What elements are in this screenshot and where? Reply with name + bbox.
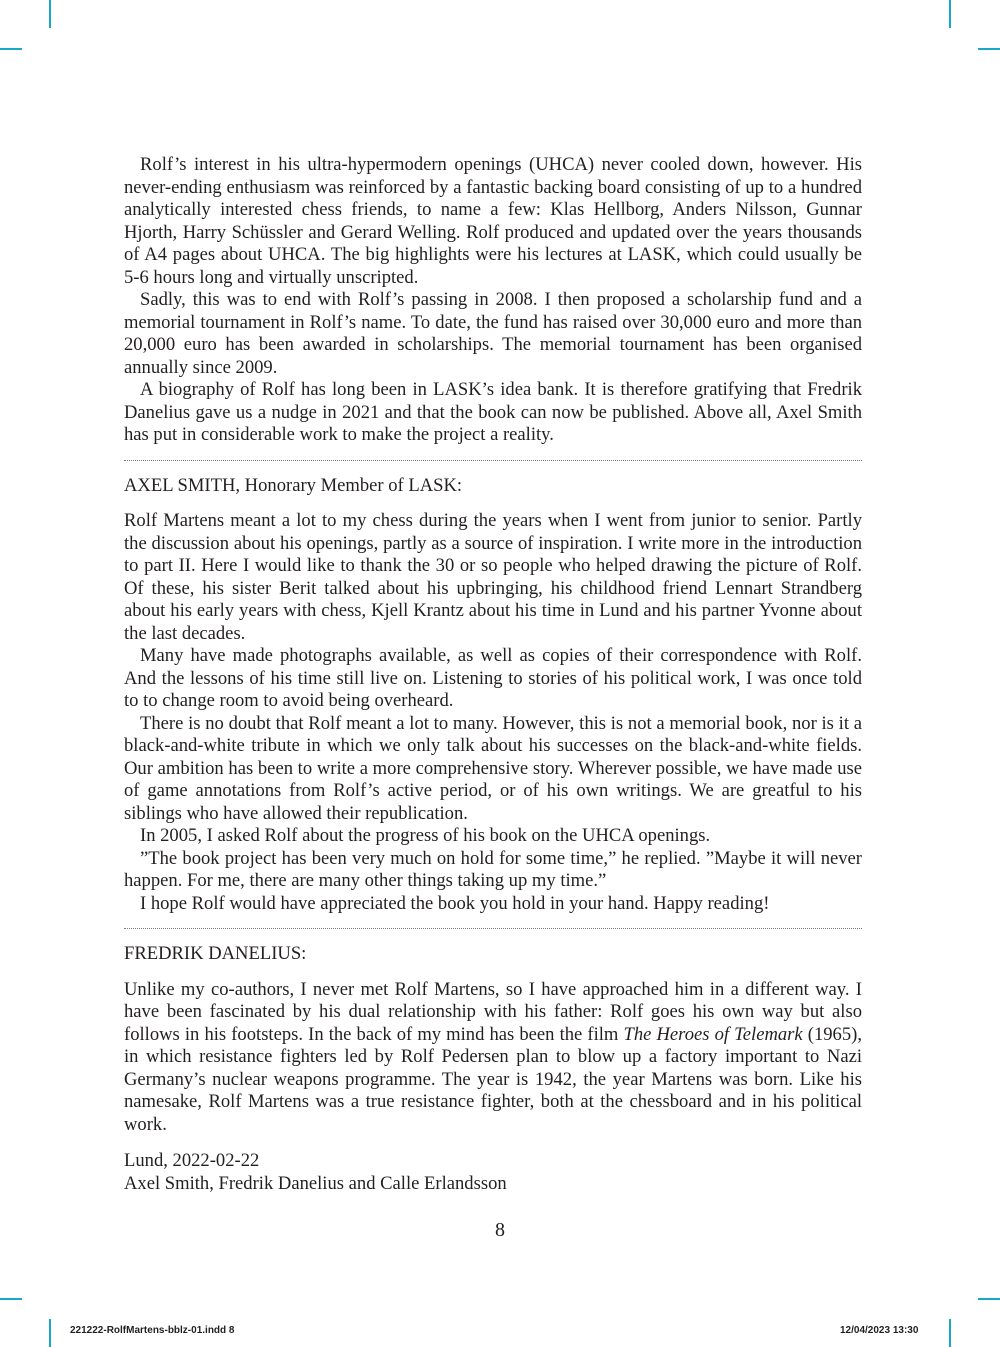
- slug-file-name: 221222-RolfMartens-bblz-01.indd 8: [70, 1325, 235, 1336]
- page-number: 8: [495, 1219, 505, 1241]
- dotted-divider: [124, 460, 862, 461]
- axel-paragraph: Many have made photographs available, as well as copies of their correspondence with Rolf. And the lessons of his time still live on. Listening to stories of his political work, I was once told to to change room to avoid being overheard.: [124, 645, 862, 711]
- slug-timestamp: 12/04/2023 13:30: [840, 1325, 919, 1336]
- axel-paragraph: I hope Rolf would have appreciated the book you hold in your hand. Happy reading!: [140, 892, 770, 914]
- crop-mark-left-top: [0, 48, 22, 50]
- intro-paragraph: Sadly, this was to end with Rolf’s passing in 2008. I then proposed a scholarship fund and a memorial tournament in Rolf’s name. To date, the fund has raised over 30,000 euro and more than 20,000 euro has been awarded in scholarships. The memorial tournament has been organised annually since 2009.: [124, 289, 862, 378]
- intro-paragraph: Rolf’s interest in his ultra-hypermodern openings (UHCA) never cooled down, however. His never-ending enthusiasm was reinforced by a fantastic backing board consisting of up to a hundred analytically interested chess friends, to name a few: Klas Hellborg, Anders Nilsson, Gunnar Hjorth, Harry Schüssler and Gerard Welling. Rolf produced and updated over the years thousands of A4 pages about UHCA. The big highlights were his lectures at LASK, which could usually be 5-6 hours long and virtually unscripted.: [124, 154, 862, 288]
- crop-mark-right-top: [978, 48, 1000, 50]
- axel-paragraph: In 2005, I asked Rolf about the progress of his book on the UHCA openings.: [140, 825, 711, 846]
- crop-mark-bottom-right: [949, 1319, 951, 1347]
- axel-paragraph: There is no doubt that Rolf meant a lot to many. However, this is not a memorial book, nor is it a black-and-white tribute in which we only talk about his successes on the black-and-white fields. Our ambition has been to write a more comprehensive story. Wherever possible, we have made use of game annotations from Rolf’s active period, or of his own writings. We are greatful to his siblings who have allowed their republication.: [124, 712, 862, 824]
- crop-mark-left-bottom: [0, 1298, 22, 1300]
- dotted-divider: [124, 928, 862, 929]
- signoff-authors: Axel Smith, Fredrik Danelius and Calle Erlandsson: [124, 1172, 507, 1194]
- signoff-place-date: Lund, 2022-02-22: [124, 1150, 260, 1171]
- crop-mark-right-bottom: [978, 1298, 1000, 1300]
- fredrik-paragraph: [124, 979, 862, 1137]
- fredrik-text-after-title: (1965), in which resistance fighters led by Rolf Pedersen plan to blow up a factory important to Nazi Germany’s nuclear weapons programme. The year is 1942, the year Martens was born. Like his namesake, Rolf Martens was a true resistance fighter, both at the chessboard and in his political work.: [124, 1023, 862, 1135]
- crop-mark-bottom-left: [49, 1319, 51, 1347]
- crop-mark-top-left: [49, 0, 51, 28]
- section-heading-fredrik: FREDRIK DANELIUS:: [124, 943, 307, 964]
- section-heading-axel: AXEL SMITH, Honorary Member of LASK:: [124, 474, 463, 496]
- axel-paragraph: ”The book project has been very much on hold for some time,” he replied. ”Maybe it will never happen. For me, there are many other things taking up my time.”: [124, 847, 862, 891]
- intro-paragraph: A biography of Rolf has long been in LASK’s idea bank. It is therefore gratifying that Fredrik Danelius gave us a nudge in 2021 and that the book can now be published. Above all, Axel Smith has put in considerable work to make the project a reality.: [124, 379, 862, 445]
- page-body: [124, 154, 862, 1195]
- film-title: The Heroes of Telemark: [623, 1023, 803, 1045]
- fredrik-text-before-title: Unlike my co-authors, I never met Rolf Martens, so I have approached him in a different way. I have been fascinated by his dual relationship with his father: Rolf goes his own way but also follows in his footsteps. In the back of my mind has been the film: [124, 978, 862, 1045]
- axel-paragraph: Rolf Martens meant a lot to my chess during the years when I went from junior to senior. Partly the discussion about his openings, partly as a source of inspiration. I write more in the introduction to part II. Here I would like to thank the 30 or so people who helped drawing the picture of Rolf. Of these, his sister Berit talked about his upbringing, his childhood friend Lennart Strandberg about his early years with chess, Kjell Krantz about his time in Lund and his partner Yvonne about the last decades.: [124, 510, 862, 644]
- crop-mark-top-right: [949, 0, 951, 28]
